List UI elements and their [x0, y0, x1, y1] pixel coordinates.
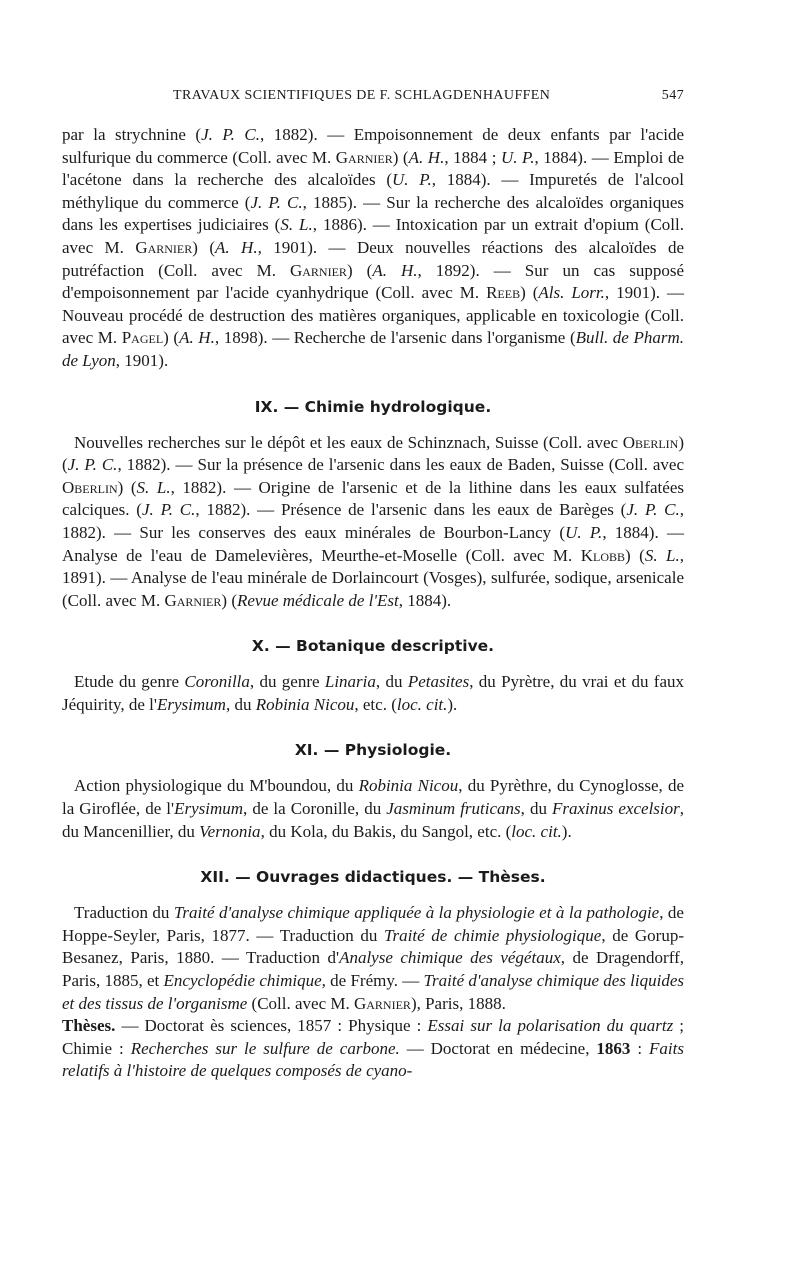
- text-run: Essai sur la polarisation du quartz: [427, 1016, 674, 1036]
- text-run: , 1892). — Sur un cas supposé d'empoisonnement par l'acide cyanhydrique (Coll. avec M.: [62, 260, 685, 303]
- text-run: Oberlin: [622, 432, 679, 452]
- text-run: J. P. C.: [250, 192, 303, 212]
- text-run: , du Pyrètre, du vrai et du faux Jéquirity, de l': [62, 672, 684, 714]
- text-run: ) (: [346, 260, 373, 280]
- text-run: , etc. (: [354, 694, 397, 714]
- text-run: , 1882). — Sur les conserves des eaux minérales de Bourbon-Lancy (: [62, 500, 685, 542]
- text-run: Petasites: [407, 672, 470, 692]
- text-run: , 1882). — Empoisonnement de deux enfants par l'acide sulfurique du commerce (Coll. avec M.: [62, 125, 685, 167]
- text-run: Jasminum fruticans: [386, 799, 521, 819]
- text-run: J. P. C.: [626, 500, 680, 520]
- text-run: Traité d'analyse chimique des liquides et des tissus de l'organisme: [62, 971, 685, 1013]
- text-run: , du Mancenillier, du: [62, 799, 684, 841]
- text-run: ).: [447, 694, 458, 714]
- text-run: Reeb: [486, 283, 521, 303]
- text-run: , du: [225, 694, 256, 714]
- text-run: , 1884).: [398, 590, 452, 610]
- paragraph-hydrology: [62, 432, 684, 613]
- text-run: , 1898). — Recherche de l'arsenic dans l'organisme (: [214, 328, 576, 348]
- paragraph-botany: [62, 671, 684, 716]
- text-run: loc. cit.: [511, 821, 562, 841]
- text-run: Klobb: [580, 545, 626, 565]
- text-run: A. H.: [215, 237, 258, 257]
- paragraph-toxicology: [62, 124, 684, 373]
- text-run: Action physiologique du M'boundou, du: [74, 776, 359, 796]
- text-run: S. L.: [280, 215, 313, 235]
- running-title: TRAVAUX SCIENTIFIQUES DE F. SCHLAGDENHAUFFEN: [173, 88, 551, 103]
- text-run: ) (: [625, 545, 645, 565]
- text-run: Pagel: [121, 328, 164, 348]
- text-run: , 1882). — Sur la présence de l'arsenic dans les eaux de Baden, Suisse (Coll. avec: [117, 455, 685, 475]
- text-run: , de Hoppe-Seyler, Paris, 1877. — Traduction du: [62, 903, 684, 945]
- text-run: U. P.: [391, 170, 432, 190]
- text-run: U. P.: [565, 522, 603, 542]
- text-run: , de la Coronille, du: [243, 799, 387, 819]
- text-run: Oberlin: [62, 477, 118, 497]
- text-run: , du genre: [249, 672, 325, 692]
- text-run: ; Chimie :: [62, 1016, 684, 1058]
- text-run: U. P.: [500, 147, 535, 167]
- text-run: Erysimum: [174, 799, 244, 819]
- text-run: , 1882). — Origine de l'arsenic et de la lithine dans les eaux sulfatées calciques. (: [62, 477, 684, 520]
- text-run: A. H.: [179, 328, 215, 348]
- text-run: , 1884). — Analyse de l'eau de Damelevières, Meurthe-et-Moselle (Coll. avec M.: [62, 522, 684, 565]
- paragraph-translations: [62, 902, 684, 1015]
- text-run: Traité de chimie physiologique: [384, 925, 602, 945]
- text-run: , 1884 ;: [444, 147, 501, 167]
- page-body: [62, 124, 684, 1083]
- section-heading-x: X. — Botanique descriptive.: [251, 637, 495, 656]
- text-run: J. P. C.: [201, 125, 260, 144]
- text-run: par la strychnine (: [62, 125, 202, 144]
- text-run: Garnier: [335, 147, 393, 167]
- text-run: Nouvelles recherches sur le dépôt et les eaux de Schinznach, Suisse (Coll. avec: [74, 432, 623, 452]
- text-run: Linaria: [324, 672, 376, 692]
- text-run: ) (: [62, 432, 684, 475]
- section-heading-xii: XII. — Ouvrages didactiques. — Thèses.: [200, 868, 546, 887]
- text-run: Garnier: [135, 237, 193, 257]
- text-run: Robinia Nicou: [255, 694, 355, 714]
- text-run: Bull. de Pharm. de Lyon: [62, 328, 684, 370]
- text-run: , 1901). — Nouveau procédé de destruction des matières organiques, applicable en toxicologie (Coll. avec M.: [62, 283, 684, 348]
- text-run: Garnier: [353, 993, 411, 1013]
- text-run: J. P. C.: [67, 455, 118, 475]
- text-run: J. P. C.: [141, 500, 196, 520]
- text-run: Traité d'analyse chimique appliquée à la physiologie et à la pathologie: [173, 903, 660, 923]
- text-run: Erysimum: [156, 694, 226, 714]
- text-run: Faits relatifs à l'histoire de quelques composés de cyano-: [62, 1038, 684, 1081]
- text-run: — Doctorat en médecine,: [399, 1038, 597, 1058]
- text-run: , 1882). — Présence de l'arsenic dans les eaux de Barèges (: [195, 500, 627, 520]
- text-run: A. H.: [372, 260, 418, 280]
- text-run: ) (: [392, 147, 409, 167]
- text-run: ), Paris, 1888.: [410, 993, 506, 1013]
- text-run: A. H.: [408, 147, 445, 167]
- text-run: ) (: [520, 283, 539, 303]
- text-run: S. L.: [644, 545, 680, 565]
- text-run: :: [630, 1038, 650, 1058]
- text-run: Coronilla: [184, 672, 250, 692]
- text-run: , du: [520, 799, 552, 819]
- text-run: , du Pyrèthre, du Cynoglosse, de la Giroflée, de l': [62, 776, 684, 819]
- paragraph-theses: [62, 1015, 684, 1083]
- section-heading-xi: XI. — Physiologie.: [294, 741, 452, 760]
- text-run: ) (: [192, 237, 215, 257]
- text-run: , 1885). — Sur la recherche des alcaloïdes organiques dans les expertises judiciaires (: [62, 192, 684, 235]
- text-run: ) (: [163, 328, 180, 348]
- text-run: Thèses.: [62, 1016, 116, 1036]
- text-run: , 1901). — Deux nouvelles réactions des alcaloïdes de putréfaction (Coll. avec M.: [62, 237, 684, 280]
- text-run: Als. Lorr.: [538, 283, 605, 303]
- text-run: , de Dragendorff, Paris, 1885, et: [62, 948, 684, 991]
- text-run: , 1884). — Impuretés de l'alcool méthylique du commerce (: [62, 170, 684, 212]
- section-heading-ix: IX. — Chimie hydrologique.: [254, 397, 492, 416]
- text-run: , 1891). — Analyse de l'eau minérale de Dorlaincourt (Vosges), sulfurée, sodique, arsenicale (Coll. avec M.: [62, 545, 684, 610]
- text-run: , 1886). — Intoxication par un extrait d'opium (Coll. avec M.: [62, 215, 684, 257]
- text-run: , du Kola, du Bakis, du Sangol, etc. (: [260, 821, 512, 841]
- text-run: — Doctorat ès sciences, 1857 : Physique :: [115, 1016, 428, 1036]
- text-run: , du: [375, 672, 408, 692]
- text-run: Recherches sur le sulfure de carbone.: [130, 1038, 400, 1058]
- page-number: 547: [661, 88, 684, 103]
- text-run: , 1901).: [115, 350, 169, 370]
- text-run: Vernonia: [199, 821, 261, 841]
- text-run: Robinia Nicou: [358, 776, 459, 796]
- text-run: ) (: [221, 590, 237, 610]
- paragraph-physiology: [62, 775, 684, 843]
- text-run: Garnier: [289, 260, 347, 280]
- text-run: , 1884). — Emploi de l'acétone dans la recherche des alcaloïdes (: [62, 147, 684, 190]
- text-run: 1863: [596, 1038, 631, 1058]
- text-run: Garnier: [164, 590, 222, 610]
- text-run: ) (: [117, 477, 137, 497]
- text-run: , de Frémy. —: [321, 971, 424, 991]
- text-run: Traduction du: [74, 903, 174, 923]
- text-run: ).: [561, 821, 572, 841]
- text-run: Revue médicale de l'Est: [236, 590, 399, 610]
- text-run: , de Gorup-Besanez, Paris, 1880. — Traduction d': [62, 925, 684, 968]
- text-run: loc. cit.: [396, 694, 448, 714]
- text-run: Fraxinus excelsior: [551, 799, 680, 819]
- text-run: Encyclopédie chimique: [163, 971, 322, 991]
- text-run: (Coll. avec M.: [247, 993, 354, 1013]
- text-run: S. L.: [136, 477, 171, 497]
- text-run: Etude du genre: [74, 672, 185, 692]
- text-run: Analyse chimique des végétaux: [339, 948, 561, 968]
